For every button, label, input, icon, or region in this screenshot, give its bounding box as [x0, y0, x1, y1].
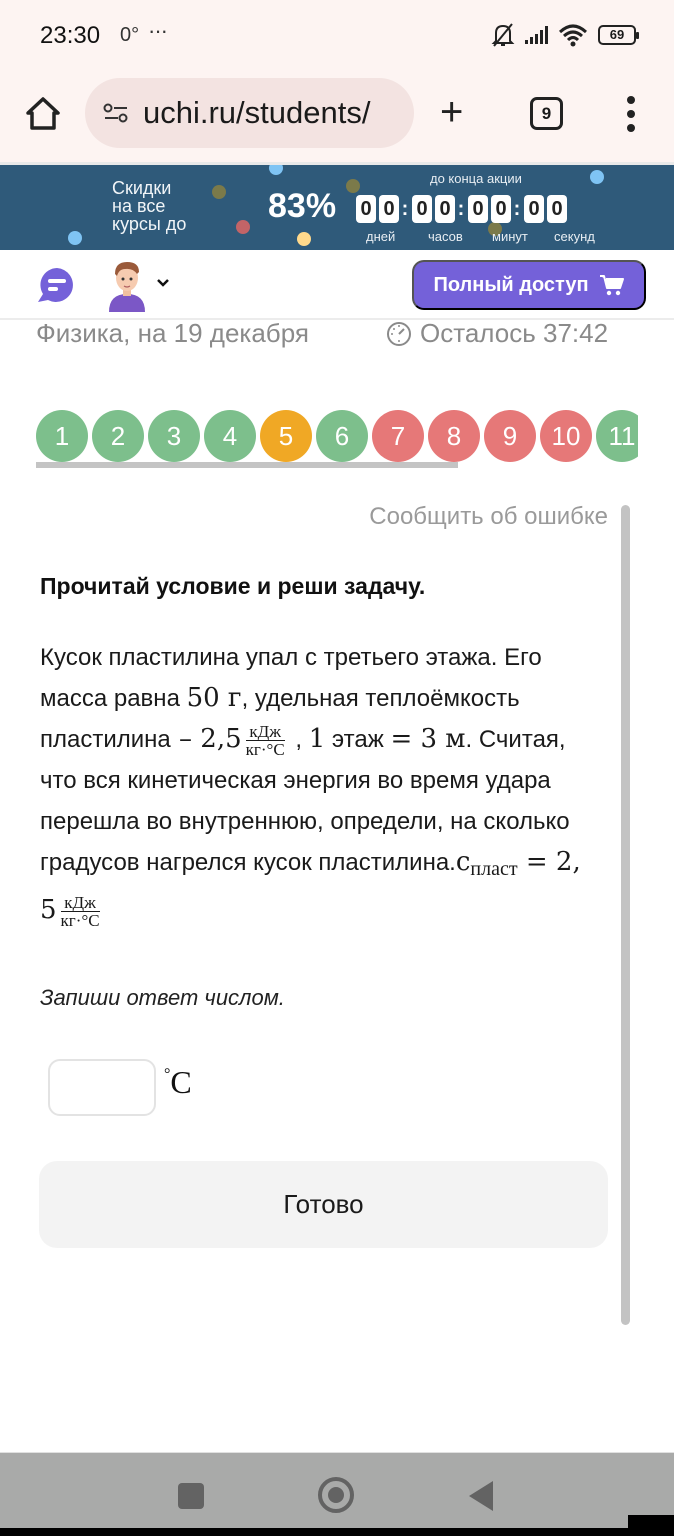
- task-11[interactable]: 11: [596, 410, 638, 462]
- promo-banner[interactable]: Скидки на все курсы до 83% до конца акции 0 0 : 0 0 : 0 0 : 0 0 дней часов минут секунд: [0, 162, 674, 250]
- problem-text: Кусок пластилина упал с третьего этажа. Его масса равна 50 г, удельная теплоёмкость пластилина – 2,5 $\frac{\text{кДж}}{кг\cdot^\circ C}$ , 1 этаж = 3 м. Считая, что вся кинетическая энергия во время удара перешла во внутреннюю, определи, на сколько градусов нагрелся кусок $пластилина.c_{пласт} = 2$, 5 $\frac{\text{кДж}}{кг\cdot^\circ C}$: [40, 644, 581, 931]
- site-settings-icon[interactable]: [103, 103, 129, 123]
- status-icons: [491, 22, 636, 48]
- time-left: [386, 318, 608, 349]
- chevron-down-icon[interactable]: [156, 276, 170, 290]
- task-instruction: Прочитай условие и реши задачу.: [40, 573, 426, 599]
- task-1[interactable]: 1: [36, 410, 88, 462]
- confetti-dot: [212, 185, 226, 199]
- cart-icon: [599, 273, 625, 297]
- status-time: 23:30: [40, 22, 101, 49]
- new-tab-icon[interactable]: +: [440, 90, 464, 134]
- task-7[interactable]: 7: [372, 410, 424, 462]
- confetti-dot: [590, 170, 604, 184]
- countdown-digit: 0: [491, 195, 511, 223]
- task-10[interactable]: 10: [540, 410, 592, 462]
- answer-input[interactable]: [48, 1059, 156, 1116]
- home-icon[interactable]: [24, 94, 62, 132]
- full-access-label: Полный доступ: [433, 273, 589, 296]
- countdown-digit: 0: [524, 195, 544, 223]
- tabs-icon[interactable]: 9: [530, 97, 563, 130]
- wifi-icon: [558, 23, 588, 47]
- task-6[interactable]: 6: [316, 410, 368, 462]
- done-button[interactable]: Готово: [39, 1161, 608, 1248]
- countdown-digit: 0: [356, 195, 376, 223]
- task-5[interactable]: 5: [260, 410, 312, 462]
- countdown-timer: 0 0 : 0 0 : 0 0 : 0 0: [356, 195, 570, 223]
- task-3[interactable]: 3: [148, 410, 200, 462]
- chat-icon[interactable]: [35, 265, 77, 305]
- browser-toolbar: [0, 72, 674, 162]
- countdown-digit: 0: [468, 195, 488, 223]
- task-nav-scrollbar[interactable]: [36, 462, 458, 468]
- confetti-dot: [346, 179, 360, 193]
- countdown-digit: 0: [379, 195, 399, 223]
- battery-icon: 69: [598, 25, 636, 45]
- task-4[interactable]: 4: [204, 410, 256, 462]
- time-left-text: Осталось 37:42: [420, 318, 609, 348]
- bell-off-icon: [491, 22, 515, 48]
- app-header: [0, 250, 674, 320]
- unit-fraction: $\frac{\text{кДж}}{кг\cdot^\circ C}$: [245, 722, 285, 760]
- answer-hint: Запиши ответ числом.: [40, 985, 285, 1010]
- promo-percent: 83%: [268, 187, 337, 225]
- confetti-dot: [297, 232, 311, 246]
- back-icon[interactable]: [469, 1481, 493, 1511]
- promo-caption: до конца акции: [430, 171, 522, 186]
- confetti-dot: [68, 231, 82, 245]
- confetti-dot: [269, 162, 283, 175]
- lesson-subject: Физика, на 19 декабря: [36, 318, 309, 348]
- avatar[interactable]: [105, 258, 149, 312]
- address-bar[interactable]: [85, 78, 414, 148]
- url-text[interactable]: uchi.ru/students/: [143, 95, 371, 130]
- task-2[interactable]: 2: [92, 410, 144, 462]
- content-scrollbar[interactable]: [621, 505, 630, 1325]
- task-8[interactable]: 8: [428, 410, 480, 462]
- countdown-digit: 0: [547, 195, 567, 223]
- promo-text: Скидки на все курсы до: [112, 178, 187, 234]
- mass-value: 50 г: [186, 683, 242, 713]
- task-navigation[interactable]: [36, 410, 638, 462]
- status-more-icon: ···: [148, 18, 167, 43]
- report-error-link[interactable]: Сообщить об ошибке: [369, 503, 608, 530]
- answer-unit: °C: [164, 1064, 192, 1100]
- menu-icon[interactable]: [624, 96, 638, 132]
- full-access-button[interactable]: [412, 260, 646, 310]
- home-icon[interactable]: [318, 1477, 354, 1513]
- status-bar: [0, 0, 674, 72]
- signal-icon: [525, 26, 548, 44]
- confetti-dot: [236, 220, 250, 234]
- stopwatch-icon: [386, 321, 412, 347]
- system-nav-bar: [0, 1452, 674, 1536]
- countdown-digit: 0: [412, 195, 432, 223]
- status-temperature: 0°: [120, 24, 140, 46]
- recent-apps-icon[interactable]: [178, 1483, 204, 1509]
- task-9[interactable]: 9: [484, 410, 536, 462]
- unit-fraction: $\frac{\text{кДж}}{кг\cdot^\circ C}$: [60, 893, 100, 931]
- countdown-digit: 0: [435, 195, 455, 223]
